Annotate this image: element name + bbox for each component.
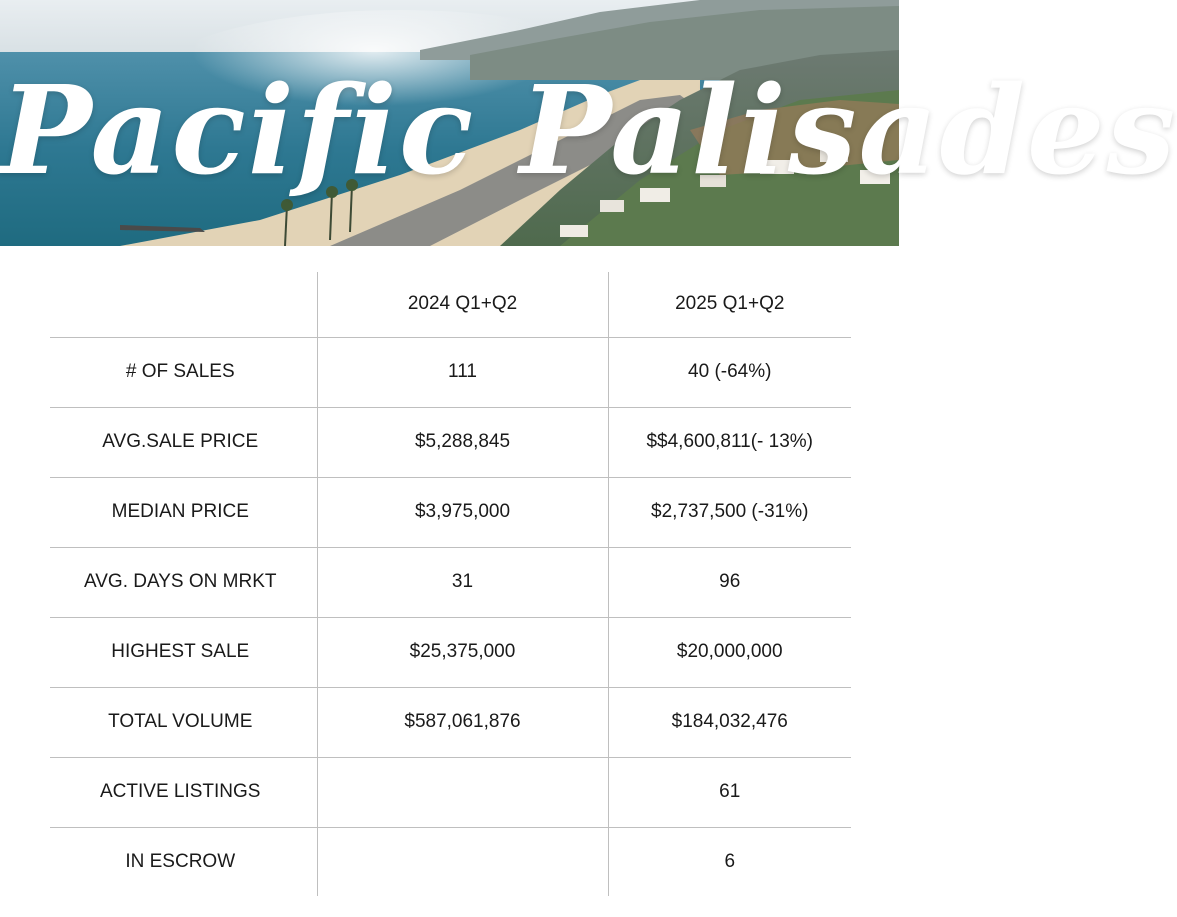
table-header-empty	[50, 272, 317, 337]
value-2025: 96	[608, 547, 851, 617]
value-2024: $3,975,000	[317, 477, 608, 547]
hero-title: Pacific Palisades	[0, 58, 1177, 202]
value-2025: $184,032,476	[608, 687, 851, 757]
value-2024: 31	[317, 547, 608, 617]
hero-banner	[0, 0, 1177, 246]
value-2025: $20,000,000	[608, 617, 851, 687]
value-2025: $2,737,500 (-31%)	[608, 477, 851, 547]
value-2024: $587,061,876	[317, 687, 608, 757]
table-row	[50, 757, 851, 827]
row-label: MEDIAN PRICE	[50, 477, 317, 547]
row-label: AVG. DAYS ON MRKT	[50, 547, 317, 617]
value-2024	[317, 827, 608, 896]
table-row	[50, 337, 851, 407]
table-header-2025: 2025 Q1+Q2	[608, 272, 851, 337]
value-2025: $$4,600,811(- 13%)	[608, 407, 851, 477]
value-2025: 61	[608, 757, 851, 827]
table-row	[50, 617, 851, 687]
row-label: IN ESCROW	[125, 850, 236, 872]
row-label: # OF SALES	[50, 337, 317, 407]
table-row	[50, 407, 851, 477]
table-header-2024: 2024 Q1+Q2	[317, 272, 608, 337]
value-2024: $5,288,845	[317, 407, 608, 477]
value-2025: 6	[608, 827, 851, 896]
value-2024	[317, 757, 608, 827]
table-row	[50, 477, 851, 547]
table-row	[50, 687, 851, 757]
row-label: HIGHEST SALE	[50, 617, 317, 687]
table-row	[50, 547, 851, 617]
value-2025: 40 (-64%)	[608, 337, 851, 407]
table-row	[50, 827, 851, 896]
value-2024: $25,375,000	[317, 617, 608, 687]
row-label: ACTIVE LISTINGS	[50, 757, 317, 827]
value-2024: 111	[317, 337, 608, 407]
row-label: TOTAL VOLUME	[50, 687, 317, 757]
comparison-table	[50, 272, 851, 896]
table-header-row	[50, 272, 851, 337]
row-label: AVG.SALE PRICE	[50, 407, 317, 477]
